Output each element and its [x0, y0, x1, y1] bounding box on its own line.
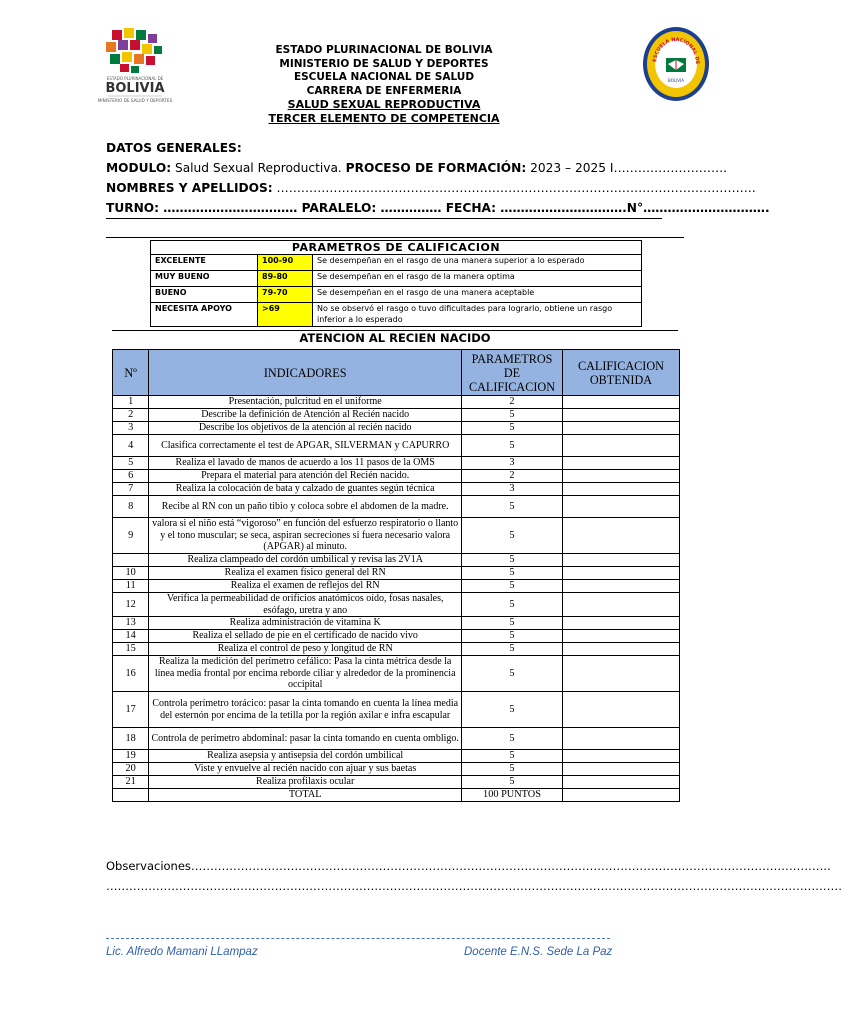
row-indicador: Realiza profilaxis ocular — [149, 776, 462, 789]
row-calificacion[interactable] — [562, 483, 679, 496]
row-indicador: Presentación, pulcritud en el uniforme — [149, 396, 462, 409]
table-row — [113, 763, 680, 776]
row-calificacion[interactable] — [562, 409, 679, 422]
row-parametro: 5 — [462, 630, 563, 643]
row-indicador: Describe la definición de Atención al Recién nacido — [149, 409, 462, 422]
datos-generales — [106, 138, 770, 219]
param-row — [151, 271, 642, 287]
table-row — [113, 692, 680, 728]
table-row — [113, 554, 680, 567]
param-row — [151, 303, 642, 327]
row-number — [113, 554, 149, 567]
table-row — [113, 470, 680, 483]
row-calificacion[interactable] — [562, 728, 679, 750]
table-row — [113, 728, 680, 750]
row-parametro: 3 — [462, 457, 563, 470]
row-number: 21 — [113, 776, 149, 789]
row-parametro: 5 — [462, 692, 563, 728]
ens-seal-logo — [640, 24, 712, 104]
svg-text:ESTADO PLURINACIONAL DE: ESTADO PLURINACIONAL DE — [106, 76, 164, 81]
row-indicador: Verifica la permeabilidad de orificios anatómicos oído, fosas nasales, esófago, uretra y ano — [149, 593, 462, 617]
row-parametro: 5 — [462, 554, 563, 567]
row-indicador: Realiza el examen físico general del RN — [149, 567, 462, 580]
row-indicador: Describe los objetivos de la atención al recién nacido — [149, 422, 462, 435]
svg-text:MINISTERIO DE SALUD Y DEPORTES: MINISTERIO DE SALUD Y DEPORTES — [97, 98, 173, 103]
param-desc: Se desempeñan en el rasgo de la manera optima — [313, 271, 642, 287]
row-calificacion[interactable] — [562, 692, 679, 728]
param-range: 100-90 — [258, 255, 313, 271]
row-calificacion[interactable] — [562, 518, 679, 554]
row-number: 8 — [113, 496, 149, 518]
header-calificacion: CALIFICACION OBTENIDA — [562, 350, 679, 396]
table-row — [113, 457, 680, 470]
row-indicador: Viste y envuelve al recién nacido con ajuar y sus baetas — [149, 763, 462, 776]
param-level: EXCELENTE — [151, 255, 258, 271]
row-parametro: 5 — [462, 567, 563, 580]
parametros-title: PARAMETROS DE CALIFICACION — [151, 241, 642, 255]
row-number: 15 — [113, 643, 149, 656]
table-row — [113, 580, 680, 593]
proceso-value[interactable]: 2023 – 2025 I………………………. — [526, 161, 728, 175]
table-row — [113, 750, 680, 763]
header-line-2: MINISTERIO DE SALUD Y DEPORTES — [279, 57, 489, 70]
nombres-label: NOMBRES Y APELLIDOS: — [106, 181, 273, 195]
row-calificacion[interactable] — [562, 457, 679, 470]
header-line-4: CARRERA DE ENFERMERIA — [306, 84, 462, 97]
row-indicador: Realiza administración de vitamina K — [149, 617, 462, 630]
row-parametro: 5 — [462, 435, 563, 457]
row-number: 9 — [113, 518, 149, 554]
proceso-label: PROCESO DE FORMACIÓN: — [345, 161, 527, 175]
table-row — [113, 435, 680, 457]
table-row — [113, 483, 680, 496]
header-line-1: ESTADO PLURINACIONAL DE BOLIVIA — [275, 44, 493, 56]
modulo-line — [106, 158, 728, 178]
document-header — [240, 44, 528, 125]
table-row — [113, 776, 680, 789]
row-number: 16 — [113, 656, 149, 692]
signature-line — [106, 938, 610, 939]
table-row — [113, 643, 680, 656]
row-indicador: Prepara el material para atención del Recién nacido. — [149, 470, 462, 483]
row-parametro: 5 — [462, 728, 563, 750]
param-range: 89-80 — [258, 271, 313, 287]
row-parametro: 5 — [462, 580, 563, 593]
svg-text:ESCUELA NACIONAL DE SALUD: ESCUELA NACIONAL DE — [652, 36, 701, 65]
row-number: 12 — [113, 593, 149, 617]
row-calificacion[interactable] — [562, 593, 679, 617]
row-indicador: Realiza el sellado de pie en el certificado de nacido vivo — [149, 630, 462, 643]
param-level: BUENO — [151, 287, 258, 303]
row-number: 14 — [113, 630, 149, 643]
header-numero: Nº — [113, 350, 149, 396]
observaciones-line-1[interactable]: Observaciones………………………………………………………………………………………………………………………………………………….. — [106, 859, 831, 873]
row-calificacion[interactable] — [562, 422, 679, 435]
svg-text:BOLIVIA: BOLIVIA — [105, 81, 165, 96]
row-parametro: 5 — [462, 656, 563, 692]
datos-title: DATOS GENERALES: — [106, 141, 242, 155]
signature-left: Lic. Alfredo Mamani LLampaz — [106, 946, 258, 958]
row-parametro: 5 — [462, 617, 563, 630]
row-indicador: Controla perímetro torácico: pasar la cinta tomando en cuenta la línea media del esternón por encima de la tetilla por la región axilar e infra escapular — [149, 692, 462, 728]
signature-right: Docente E.N.S. Sede La Paz — [464, 946, 613, 958]
observaciones-line-2[interactable]: ………………………………………………………………………………………………………………………………………………………………………… — [106, 879, 842, 893]
row-indicador: valora si el niño está “vigoroso” en función del esfuerzo respiratorio o llanto y el tono muscular; se seca, aspiran secreciones si fuera necesario valora (APGAR) al minuto. — [149, 518, 462, 554]
row-number: 11 — [113, 580, 149, 593]
row-parametro: 5 — [462, 422, 563, 435]
row-parametro: 5 — [462, 643, 563, 656]
param-row — [151, 287, 642, 303]
row-calificacion[interactable] — [562, 396, 679, 409]
bolivia-mosaic-icon — [106, 28, 162, 73]
table-row — [113, 422, 680, 435]
table-row — [113, 518, 680, 554]
total-score[interactable] — [562, 789, 679, 802]
header-competencia: TERCER ELEMENTO DE COMPETENCIA — [268, 111, 500, 125]
param-level: MUY BUENO — [151, 271, 258, 287]
row-calificacion[interactable] — [562, 470, 679, 483]
turno-line[interactable]: TURNO: …………………………… PARALELO: …………… FECHA: ………………………….N°…………………………. — [106, 198, 662, 219]
row-calificacion[interactable] — [562, 617, 679, 630]
row-number: 13 — [113, 617, 149, 630]
evaluation-table — [112, 349, 680, 802]
row-calificacion[interactable] — [562, 750, 679, 763]
row-number: 6 — [113, 470, 149, 483]
row-indicador: Realiza clampeado del cordón umbilical y revisa las 2V1A — [149, 554, 462, 567]
row-calificacion[interactable] — [562, 763, 679, 776]
header-parametros: PARAMETROS DE CALIFICACION — [462, 350, 563, 396]
section-title: ATENCION AL RECIEN NACIDO — [299, 331, 491, 345]
row-calificacion[interactable] — [562, 643, 679, 656]
row-number: 1 — [113, 396, 149, 409]
param-range: 79-70 — [258, 287, 313, 303]
row-parametro: 2 — [462, 396, 563, 409]
row-indicador: Controla de perímetro abdominal: pasar la cinta tomando en cuenta ombligo. — [149, 728, 462, 750]
table-row — [113, 496, 680, 518]
row-indicador: Realiza el lavado de manos de acuerdo a los 11 pasos de la OMS — [149, 457, 462, 470]
row-number: 2 — [113, 409, 149, 422]
modulo-value[interactable]: Salud Sexual Reproductiva. — [171, 161, 346, 175]
row-number: 20 — [113, 763, 149, 776]
param-desc: Se desempeñan en el rasgo de una manera superior a lo esperado — [313, 255, 642, 271]
table-header-row — [113, 350, 680, 396]
row-parametro: 5 — [462, 776, 563, 789]
svg-text:BOLIVIA: BOLIVIA — [668, 78, 684, 83]
separator-line — [106, 237, 684, 238]
row-indicador: Realiza el control de peso y longitud de RN — [149, 643, 462, 656]
row-parametro: 5 — [462, 750, 563, 763]
table-row — [113, 567, 680, 580]
parametros-table — [150, 240, 642, 327]
param-level: NECESITA APOYO — [151, 303, 258, 327]
row-number: 4 — [113, 435, 149, 457]
bolivia-logo — [98, 26, 172, 118]
row-parametro: 5 — [462, 409, 563, 422]
row-parametro: 5 — [462, 593, 563, 617]
row-calificacion[interactable] — [562, 435, 679, 457]
row-number: 18 — [113, 728, 149, 750]
row-indicador: Clasifica correctamente el test de APGAR, SILVERMAN y CAPURRO — [149, 435, 462, 457]
modulo-label: MODULO: — [106, 161, 172, 175]
row-calificacion[interactable] — [562, 630, 679, 643]
row-indicador: Realiza el examen de reflejos del RN — [149, 580, 462, 593]
row-number: 10 — [113, 567, 149, 580]
header-subject: SALUD SEXUAL REPRODUCTIVA — [287, 98, 481, 111]
table-row — [113, 593, 680, 617]
row-parametro: 5 — [462, 763, 563, 776]
header-indicadores: INDICADORES — [149, 350, 462, 396]
row-number: 17 — [113, 692, 149, 728]
row-calificacion[interactable] — [562, 580, 679, 593]
row-number: 7 — [113, 483, 149, 496]
row-calificacion[interactable] — [562, 554, 679, 567]
row-indicador: Realiza asepsia y antisepsia del cordón umbilical — [149, 750, 462, 763]
row-calificacion[interactable] — [562, 496, 679, 518]
total-value: 100 PUNTOS — [462, 789, 563, 802]
param-desc: No se observó el rasgo o tuvo dificultades para lograrlo, obtiene un rasgo inferior a lo esperado — [313, 303, 642, 327]
total-label: TOTAL — [149, 789, 462, 802]
row-indicador: Realiza la medición del perímetro cefálico: Pasa la cinta métrica desde la línea media frontal por encima reborde ciliar y alrededor de la prominencia occipital — [149, 656, 462, 692]
row-parametro: 5 — [462, 496, 563, 518]
row-calificacion[interactable] — [562, 776, 679, 789]
table-row — [113, 656, 680, 692]
nombres-field[interactable]: ………………………………………………………………………………………………………. — [272, 181, 756, 195]
row-calificacion[interactable] — [562, 567, 679, 580]
table-row — [113, 630, 680, 643]
row-parametro: 3 — [462, 483, 563, 496]
table-row — [113, 409, 680, 422]
row-number: 5 — [113, 457, 149, 470]
param-desc: Se desempeñan en el rasgo de una manera aceptable — [313, 287, 642, 303]
row-parametro: 5 — [462, 518, 563, 554]
table-row — [113, 617, 680, 630]
row-indicador: Realiza la colocación de bata y calzado de guantes según técnica — [149, 483, 462, 496]
param-range: >69 — [258, 303, 313, 327]
nombres-line — [106, 178, 756, 198]
row-indicador: Recibe al RN con un paño tibio y coloca sobre el abdomen de la madre. — [149, 496, 462, 518]
param-row — [151, 255, 642, 271]
row-number: 19 — [113, 750, 149, 763]
row-calificacion[interactable] — [562, 656, 679, 692]
total-row — [113, 789, 680, 802]
header-line-3: ESCUELA NACIONAL DE SALUD — [293, 71, 475, 83]
observaciones — [106, 856, 842, 896]
table-row — [113, 396, 680, 409]
row-number: 3 — [113, 422, 149, 435]
row-parametro: 2 — [462, 470, 563, 483]
